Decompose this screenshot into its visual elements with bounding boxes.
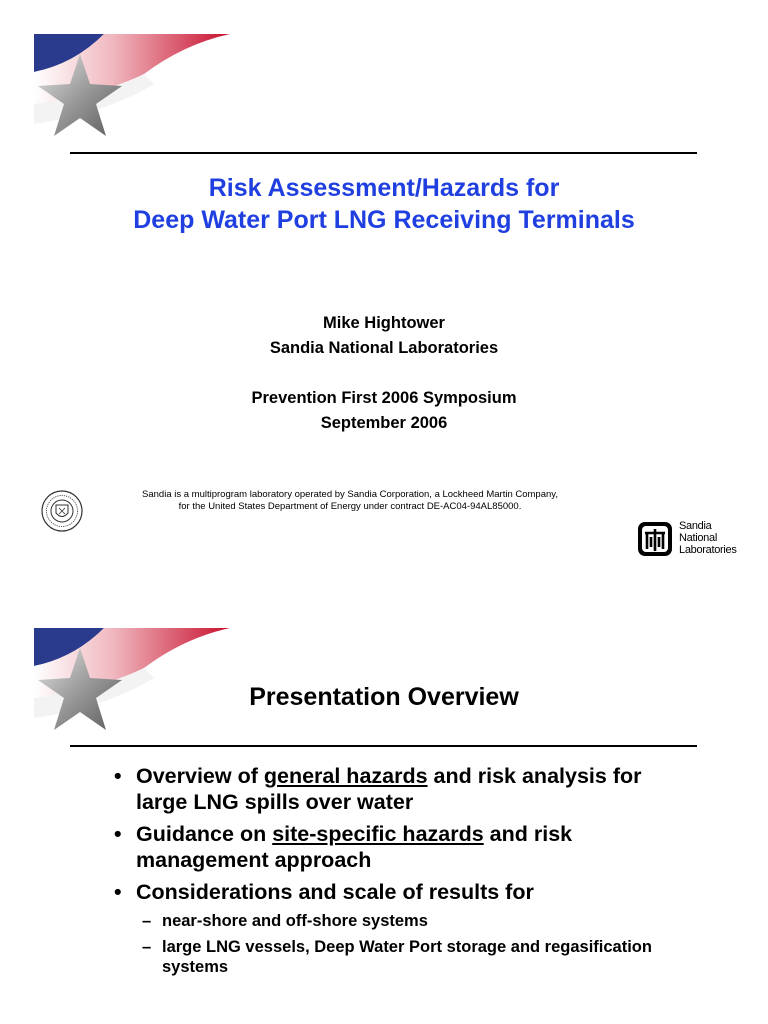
sandia-thunderbird-icon (637, 521, 673, 557)
title-line-2: Deep Water Port LNG Receiving Terminals (133, 206, 635, 234)
sub-bullet-item: – near-shore and off-shore systems (142, 911, 694, 931)
flag-star-logo (34, 34, 230, 144)
slide-overview (0, 595, 768, 1024)
fineprint (90, 489, 610, 513)
doe-seal-icon (41, 490, 83, 532)
bullet-item (114, 879, 694, 977)
fineprint-line-2: for the United States Department of Energy under contract DE-AC04-94AL85000. (178, 501, 522, 512)
bullet-text: Overview of (136, 764, 264, 788)
author-organization: Sandia National Laboratories (269, 339, 499, 357)
sandia-logo (637, 518, 737, 560)
logo-line-1: Sandia (679, 520, 712, 532)
sub-bullet-list (142, 911, 694, 977)
divider-rule (70, 745, 697, 747)
author-block (40, 311, 728, 361)
sub-bullet-item: – large LNG vessels, Deep Water Port storage and regasification systems (142, 937, 694, 977)
sandia-wordmark (679, 520, 737, 556)
bullet-item (114, 763, 694, 815)
bullet-text: and risk analysis for large LNG spills over water (136, 764, 642, 814)
fineprint-line-1: Sandia is a multiprogram laboratory operated by Sandia Corporation, a Lockheed Martin Company, (142, 489, 558, 500)
bullet-text: Guidance on (136, 822, 273, 846)
event-name: Prevention First 2006 Symposium (251, 389, 517, 407)
overview-title: Presentation Overview (249, 683, 519, 711)
slide-title-heading (40, 172, 728, 236)
bullet-text: Considerations and scale of results for (136, 880, 534, 904)
title-line-1: Risk Assessment/Hazards for (208, 174, 560, 202)
bullet-underlined: site-specific hazards (272, 822, 484, 846)
bullet-item (114, 821, 694, 873)
divider-rule (70, 152, 697, 154)
bullet-list (114, 763, 694, 983)
event-block (40, 386, 728, 436)
author-name: Mike Hightower (323, 314, 445, 332)
logo-line-3: Laboratories (679, 544, 737, 556)
bullet-underlined: general hazards (263, 764, 428, 788)
bullet-text: and risk management approach (136, 822, 573, 872)
logo-line-2: National (679, 532, 717, 544)
event-date: September 2006 (320, 414, 448, 432)
